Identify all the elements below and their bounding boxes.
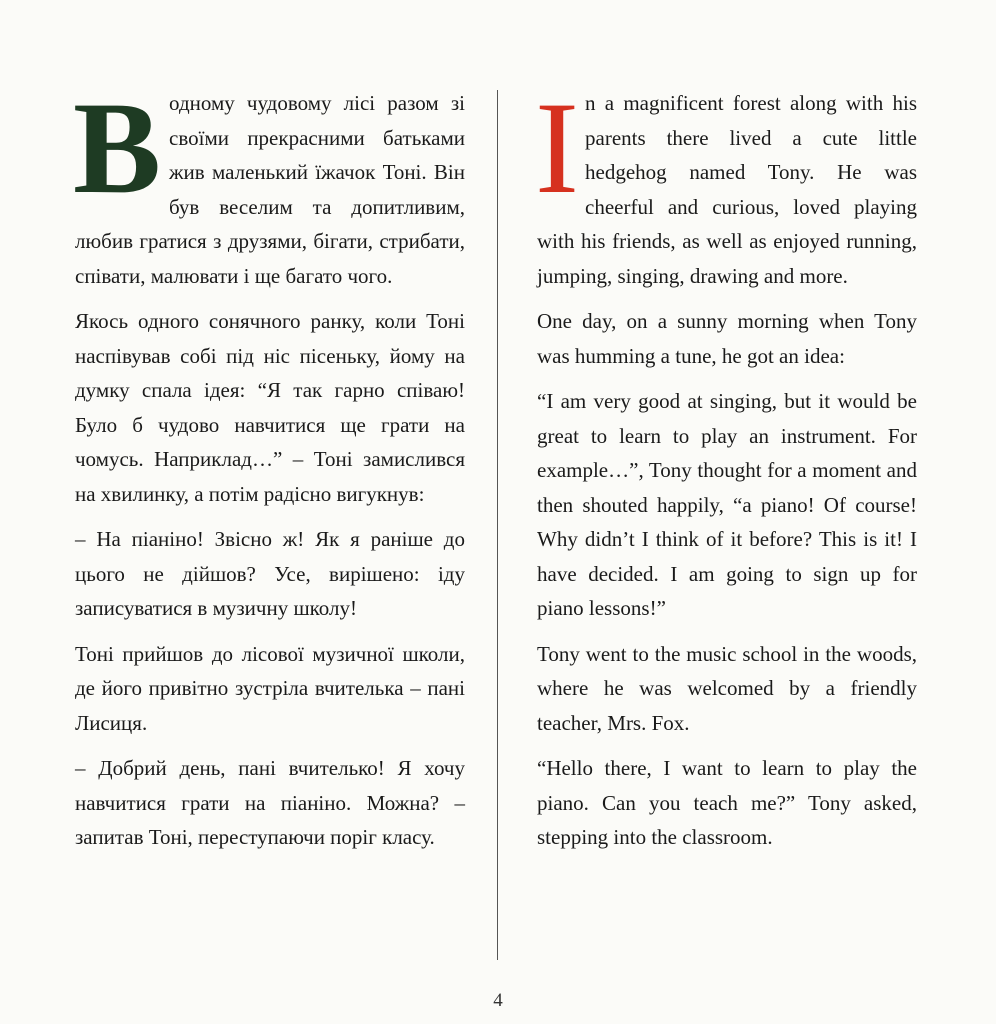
- paragraph: “I am very good at singing, but it would be great to learn to play an instrument. For example…”, Tony thought for a moment and then shouted happily, “a piano! Of course! Why didn’t I think of it before? This is it! I have decided. I am going to sign up for piano lessons!”: [537, 389, 917, 620]
- page-number: 4: [493, 990, 503, 1011]
- drop-cap-letter: I: [535, 74, 579, 221]
- paragraph: – Добрий день, пані вчителько! Я хочу навчитися грати на піаніно. Можна? – запитав Тоні, переступаючи поріг класу.: [75, 756, 465, 849]
- paragraph: – На піаніно! Звісно ж! Як я раніше до цього не дійшов? Усе, вирішено: іду записуватися в музичну школу!: [75, 527, 465, 620]
- column-divider: [497, 90, 498, 960]
- english-text-column: [535, 74, 917, 866]
- paragraph: One day, on a sunny morning when Tony was humming a tune, he got an idea:: [537, 309, 917, 368]
- paragraph: Тоні прийшов до лісової музичної школи, де його привітно зустріла вчителька – пані Лисиця.: [75, 641, 465, 735]
- paragraph: Tony went to the music school in the woods, where he was welcomed by a friendly teacher, Mrs. Fox.: [537, 641, 917, 735]
- paragraph: “Hello there, I want to learn to play the piano. Can you teach me?” Tony asked, stepping into the classroom.: [537, 756, 917, 849]
- paragraph: одному чудовому лісі разом зі своїми прекрасними батьками жив маленький їжачок Тоні. Він був веселим та допитливим, любив гратися з друзями, бігати, стрибати, співати, малювати і ще багато чого.: [75, 91, 465, 288]
- paragraph: n a magnificent forest along with his parents there lived a cute little hedgehog named Tony. He was cheerful and curious, loved playing with his friends, as well as enjoyed running, jumping, singing, drawing and more.: [537, 91, 917, 288]
- drop-cap-letter: В: [73, 74, 162, 221]
- ukrainian-text-column: [73, 74, 465, 866]
- paragraph: Якось одного сонячного ранку, коли Тоні наспівував собі під ніс пісеньку, йому на думку спала ідея: “Я так гарно співаю! Було б чудово навчитися ще грати на чомусь. Наприклад…” – Тоні замислився на хвилинку, а потім радісно вигукнув:: [75, 309, 465, 506]
